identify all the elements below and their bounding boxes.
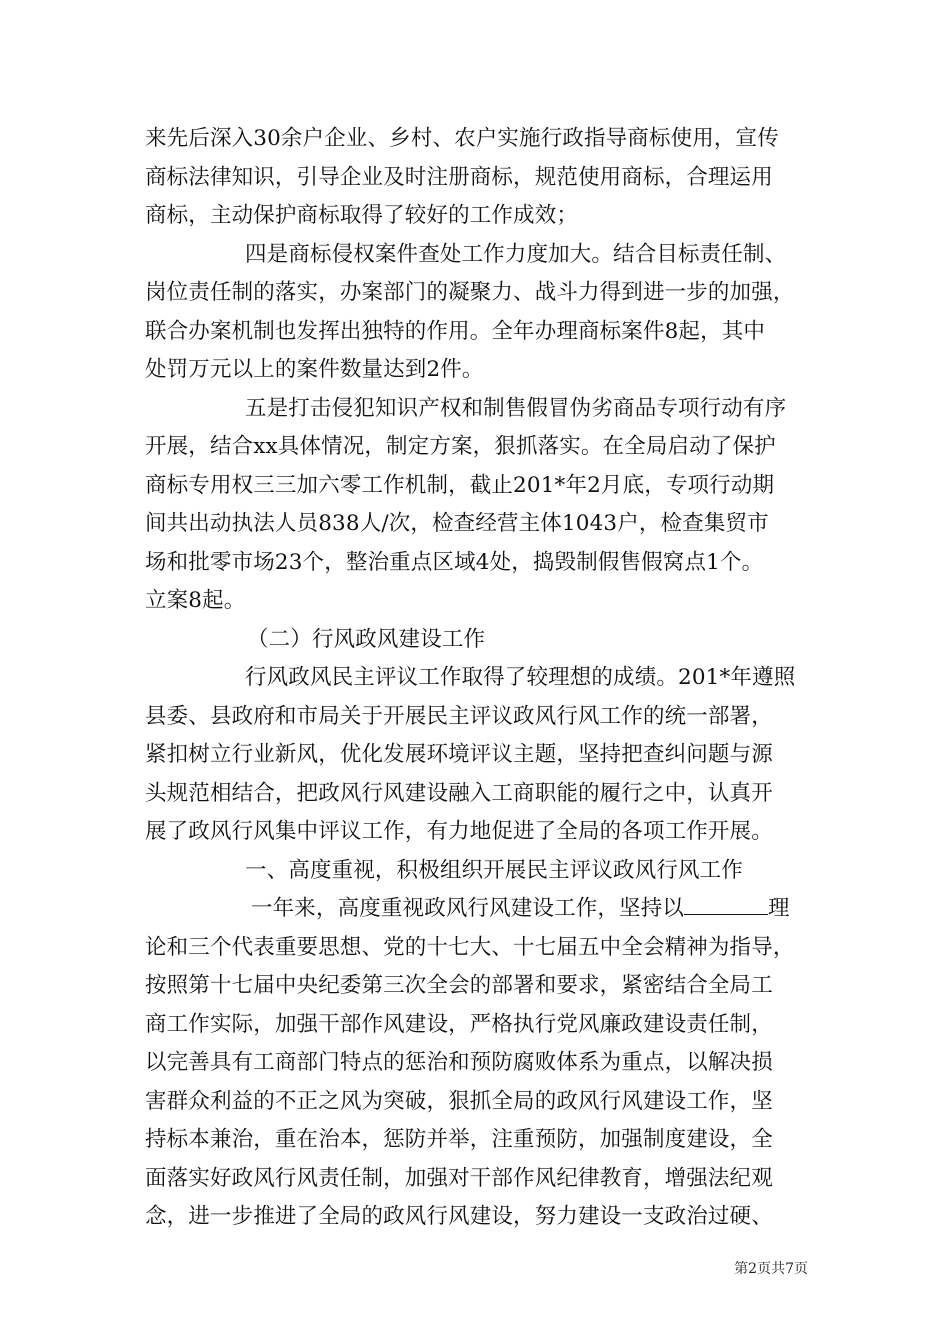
- paragraph-start: [145, 890, 815, 929]
- text-line: 按照第十七届中央纪委第三次全会的部署和要求，紧密结合全局工: [145, 973, 773, 998]
- text-line: 间共出动执法人员838人/次，检查经营主体1043户，检查集贸市: [145, 511, 769, 536]
- text-line: 县委、县政府和市局关于开展民主评议政风行风工作的统一部署，: [145, 703, 773, 729]
- body-text: [145, 120, 815, 1237]
- text-line: 紧扣树立行业新风，优化发展环境评议主题，坚持把查纠问题与源: [145, 742, 773, 767]
- line-tail: 理: [768, 896, 790, 921]
- paragraph-start: 四是商标侵权案件查处工作力度加大。结合目标责任制、: [245, 241, 787, 267]
- text-line: 头规范相结合，把政风行风建设融入工商职能的履行之中，认真开: [145, 780, 773, 806]
- text-line: 面落实好政风行风责任制，加强对干部作风纪律教育，增强法纪观: [145, 1165, 773, 1191]
- text-line: 商标法律知识，引导企业及时注册商标，规范使用商标，合理运用: [145, 164, 773, 190]
- text-line: 开展，结合xx具体情况，制定方案，狠抓落实。在全局启动了保护: [145, 434, 776, 459]
- subsection-heading: 一、高度重视，积极组织开展民主评议政风行风工作: [245, 857, 743, 883]
- line-head: 一年来，高度重视政风行风建设工作，坚持以: [251, 896, 685, 921]
- text-line: 商标，主动保护商标取得了较好的工作成效；: [145, 203, 579, 228]
- text-line: 以完善具有工商部门特点的惩治和预防腐败体系为重点，以解决损: [145, 1050, 773, 1075]
- text-line: 商标专用权三三加六零工作机制，截止201*年2月底，专项行动期: [145, 472, 775, 498]
- text-line: 处罚万元以上的案件数量达到2件。: [145, 357, 484, 382]
- text-line: 展了政风行风集中评议工作，有力地促进了全局的各项工作开展。: [145, 819, 773, 844]
- text-line: 立案8起。: [145, 588, 246, 613]
- text-line: 联合办案机制也发挥出独特的作用。全年办理商标案件8起，其中: [145, 318, 766, 344]
- paragraph-start: 行风政风民主评议工作取得了较理想的成绩。201*年遵照: [245, 665, 796, 690]
- fill-in-blank: [684, 894, 768, 915]
- text-line: 论和三个代表重要思想、党的十七大、十七届五中全会精神为指导，: [145, 934, 795, 960]
- page-number-footer: 第2页共7页: [734, 1261, 808, 1277]
- text-line: 害群众利益的不正之风为突破，狠抓全局的政风行风建设工作，坚: [145, 1088, 773, 1114]
- text-line: 念，进一步推进了全局的政风行风建设，努力建设一支政治过硬、: [145, 1204, 773, 1229]
- text-line: 商工作实际，加强干部作风建设，严格执行党风廉政建设责任制，: [145, 1011, 773, 1037]
- text-line: 场和批零市场23个，整治重点区域4处，捣毁制假售假窝点1个。: [145, 549, 764, 575]
- section-heading: （二）行风政风建设工作: [247, 626, 486, 652]
- text-line: 岗位责任制的落实，办案部门的凝聚力、战斗力得到进一步的加强，: [145, 280, 795, 305]
- text-line: 持标本兼治，重在治本，惩防并举，注重预防，加强制度建设，全: [145, 1127, 773, 1152]
- text-line: 来先后深入30余户企业、乡村、农户实施行政指导商标使用，宣传: [145, 126, 779, 151]
- paragraph-start: 五是打击侵犯知识产权和制售假冒伪劣商品专项行动有序: [245, 395, 787, 421]
